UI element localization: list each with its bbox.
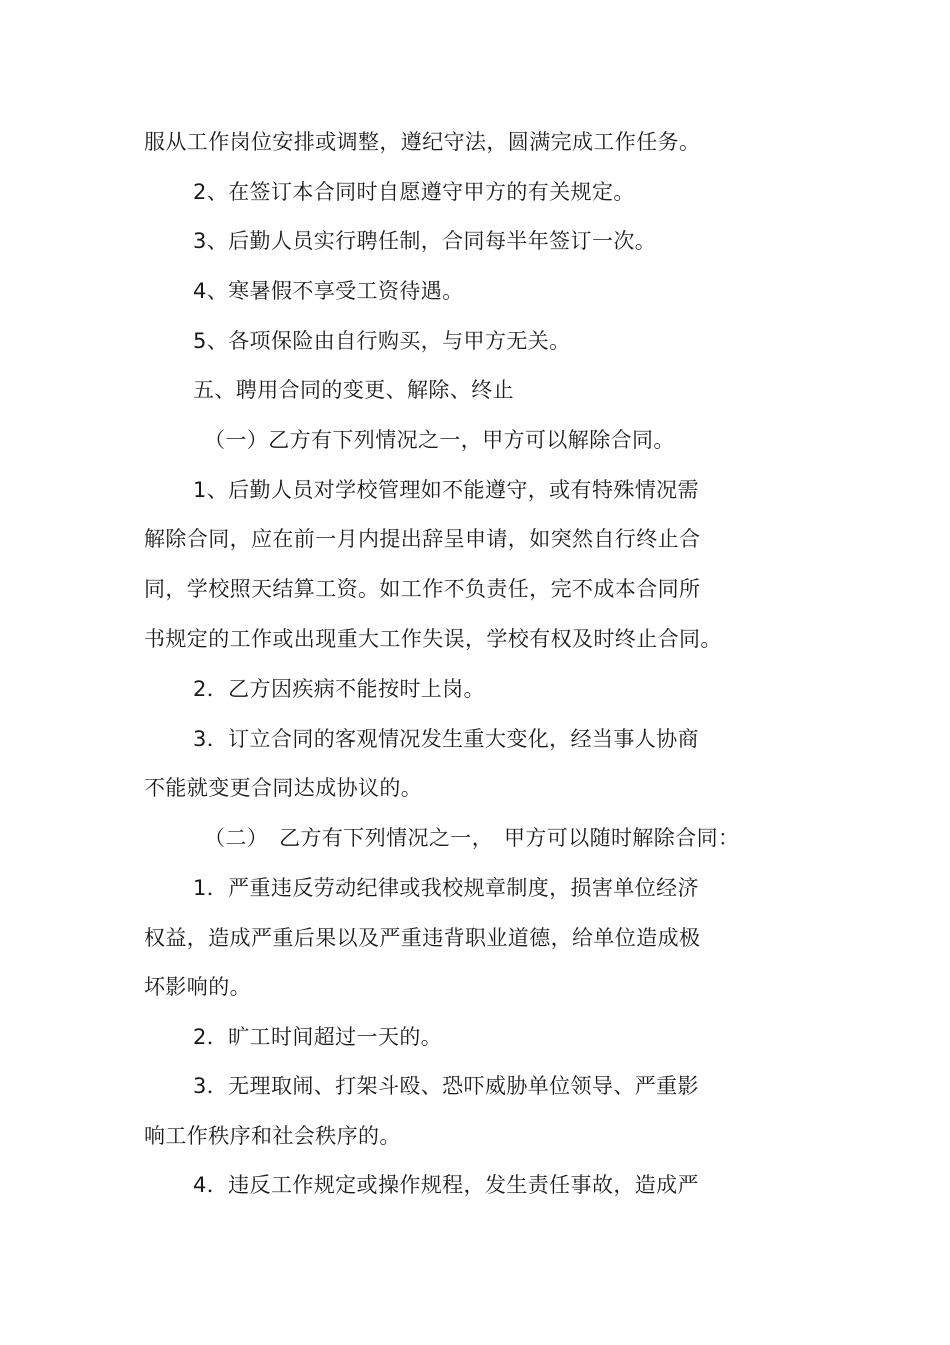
- text-line: 2．乙方因疾病不能按时上岗。: [193, 677, 485, 701]
- text-line: 3、后勤人员实行聘任制，合同每半年签订一次。: [193, 229, 657, 253]
- text-line: 服从工作岗位安排或调整，遵纪守法，圆满完成工作任务。: [144, 130, 701, 154]
- text-line: 解除合同，应在前一月内提出辞呈申请，如突然自行终止合: [144, 527, 701, 551]
- section-heading: 五、聘用合同的变更、解除、终止: [193, 378, 514, 402]
- text-line: 响工作秩序和社会秩序的。: [144, 1124, 401, 1148]
- text-line: 书规定的工作或出现重大工作失误，学校有权及时终止合同。: [144, 627, 722, 651]
- subsection-heading: （一）乙方有下列情况之一，甲方可以解除合同。: [204, 428, 675, 452]
- text-line: 权益，造成严重后果以及严重违背职业道德，给单位造成极: [144, 926, 701, 950]
- text-line: 3．无理取闹、打架斗殴、恐吓威胁单位领导、严重影: [193, 1074, 699, 1098]
- text-line: 1．严重违反劳动纪律或我校规章制度，损害单位经济: [193, 876, 699, 900]
- text-line: 不能就变更合同达成协议的。: [144, 776, 423, 800]
- text-line: 1、后勤人员对学校管理如不能遵守，或有特殊情况需: [193, 478, 699, 502]
- subsection-heading: （二） 乙方有下列情况之一， 甲方可以随时解除合同：: [204, 826, 740, 850]
- text-line: 3．订立合同的客观情况发生重大变化，经当事人协商: [193, 727, 699, 751]
- text-line: 5、各项保险由自行购买，与甲方无关。: [193, 329, 571, 353]
- text-line: 同，学校照天结算工资。如工作不负责任，完不成本合同所: [144, 577, 701, 601]
- text-line: 4、寒暑假不享受工资待遇。: [193, 279, 464, 303]
- text-line: 4．违反工作规定或操作规程，发生责任事故，造成严: [193, 1173, 699, 1197]
- text-line: 2、在签订本合同时自愿遵守甲方的有关规定。: [193, 180, 635, 204]
- text-line: 坏影响的。: [144, 975, 251, 999]
- text-line: 2．旷工时间超过一天的。: [193, 1025, 443, 1049]
